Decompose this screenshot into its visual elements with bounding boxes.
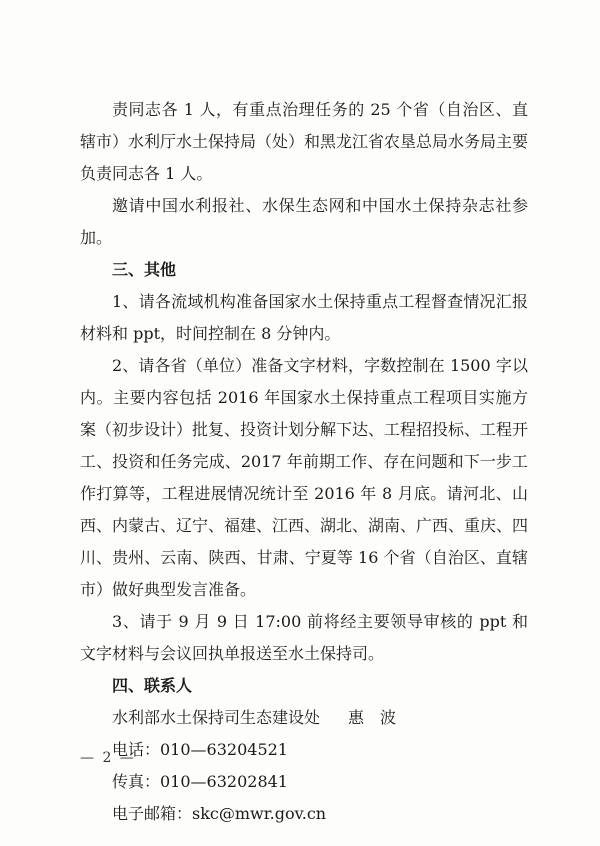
other-item-3: 3、请于 9 月 9 日 17:00 前将经主要领导审核的 ppt 和文字材料与会议回执单报送至水土保持司。 xyxy=(80,612,528,663)
contact-person: 惠 波 xyxy=(348,708,397,727)
page-number: — 2 — xyxy=(80,750,136,766)
other-item-2: 2、请各省（单位）准备文字材料，字数控制在 1500 字以内。主要内容包括 2016 年国家水土保持重点工程项目实施方案（初步设计）批复、投资计划分解下达、工程招投标、工程开工、投资和任务完成、2017 年前期工作、存在问题和下一步工作打算等，工程进展情况统计至 2016 年 8 月底。请河北、山西、内蒙古、辽宁、福建、江西、湖北、湖南、广西、重庆、四川、贵州、云南、陕西、甘肃、宁夏等 16 个省（自治区、直辖市）做好典型发言准备。 xyxy=(80,356,529,599)
section-heading-other: 三、其他 xyxy=(112,260,177,279)
section-heading-contact: 四、联系人 xyxy=(112,676,193,695)
document-body xyxy=(80,94,528,830)
paragraph-invited-media: 邀请中国水利报社、水保生态网和中国水土保持杂志社参加。 xyxy=(80,196,528,247)
contact-org-line xyxy=(80,702,528,734)
contact-phone: 电话：010—63204521 xyxy=(112,740,288,759)
other-item-1: 1、请各流域机构准备国家水土保持重点工程督查情况汇报材料和 ppt，时间控制在 8 分钟内。 xyxy=(80,292,528,343)
contact-fax: 传真：010—63202841 xyxy=(112,772,288,791)
contact-org: 水利部水土保持司生态建设处 xyxy=(112,708,321,727)
contact-email: 电子邮箱：skc@mwr.gov.cn xyxy=(112,804,327,823)
paragraph-attendees-continuation: 责同志各 1 人，有重点治理任务的 25 个省（自治区、直辖市）水利厅水土保持局（处）和黑龙江省农垦总局水务局主要负责同志各 1 人。 xyxy=(80,100,529,183)
